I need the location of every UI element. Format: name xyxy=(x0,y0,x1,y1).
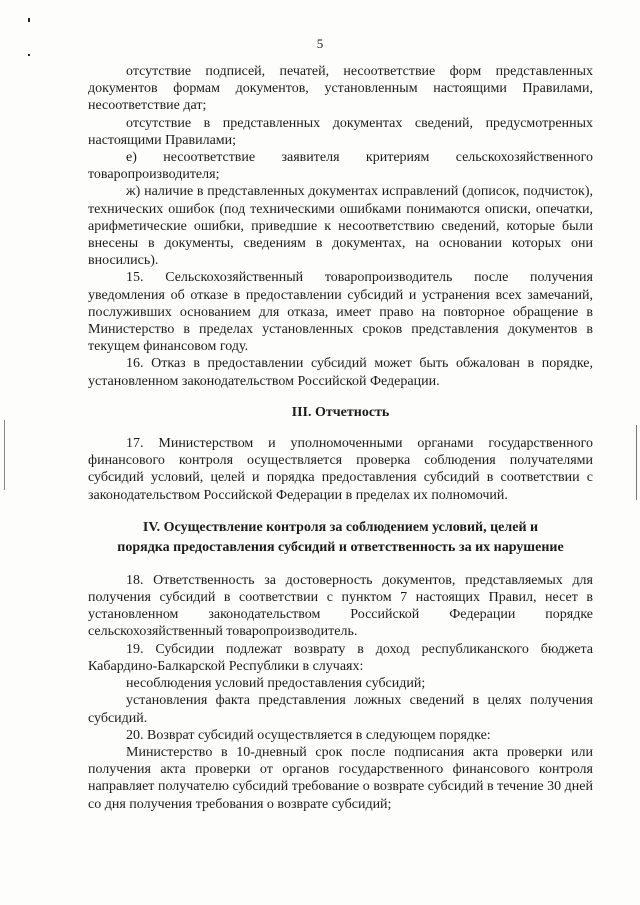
scan-mark xyxy=(28,18,30,22)
paragraph: 19. Субсидии подлежат возврату в доход республиканского бюджета Кабардино-Балкарской Республики в случаях: xyxy=(88,641,593,674)
paragraph: установления факта представления ложных сведений в целях получения субсидий. xyxy=(88,693,593,726)
paragraph: Министерство в 10-дневный срок после подписания акта проверки или получения акта проверки от органов государственного финансового контроля направляет получателю субсидий требование о возврате субсидий в течение 30 дней со дня получения требования о возврате субсидий; xyxy=(88,744,593,812)
document-body xyxy=(88,63,593,813)
scan-mark xyxy=(28,54,30,56)
page-number: 5 xyxy=(316,36,324,51)
paragraph: ж) наличие в представленных документах исправлений (дописок, подчисток), технических ошибок (под техническими ошибками понимаются описки, опечатки, арифметические ошибки, приведшие к несоответствию сведений, которые были внесены в документы, сведениям в документах, на основании которых они вносились). xyxy=(88,184,593,269)
heading-line: IV. Осуществление контроля за соблюдением условий, целей и xyxy=(142,519,539,535)
paragraph: 20. Возврат субсидий осуществляется в следующем порядке: xyxy=(126,727,491,743)
section-heading-reporting: III. Отчетность xyxy=(291,404,390,420)
scan-edge xyxy=(4,420,5,490)
paragraph: отсутствие подписей, печатей, несоответствие форм представленных документов формам документов, установленным настоящими Правилами, несоответствие дат; xyxy=(88,64,593,114)
paragraph: отсутствие в представленных документах сведений, предусмотренных настоящими Правилами; xyxy=(88,115,593,148)
paragraph: несоблюдения условий предоставления субсидий; xyxy=(126,676,426,692)
paragraph: 18. Ответственность за достоверность документов, представляемых для получения субсидий в соответствии с пунктом 7 настоящих Правил, несет в установленном законодательством Российской Федерации порядке сельскохозяйственный товаропроизводитель. xyxy=(88,572,593,640)
paragraph: е) несоответствие заявителя критериям сельскохозяйственного товаропроизводителя; xyxy=(88,150,593,183)
paragraph: 16. Отказ в предоставлении субсидий может быть обжалован в порядке, установленном законодательством Российской Федерации. xyxy=(88,356,593,389)
scan-edge xyxy=(636,425,637,500)
paragraph: 15. Сельскохозяйственный товаропроизводитель после получения уведомления об отказе в предоставлении субсидий и устранения всех замечаний, послуживших основанием для отказа, имеет право на повторное обращение в Министерство в пределах установленных сроков представления документов в текущем финансовом году. xyxy=(88,270,593,355)
paragraph: 17. Министерством и уполномоченными органами государственного финансового контроля осуществляется проверка соблюдения получателями субсидий условий, целей и порядка предоставления субсидий в соответствии с законодательством Российской Федерации в пределах их полномочий. xyxy=(88,436,593,503)
section-heading-control xyxy=(88,518,593,558)
heading-line: порядка предоставления субсидий и ответственность за их нарушение xyxy=(117,539,564,555)
